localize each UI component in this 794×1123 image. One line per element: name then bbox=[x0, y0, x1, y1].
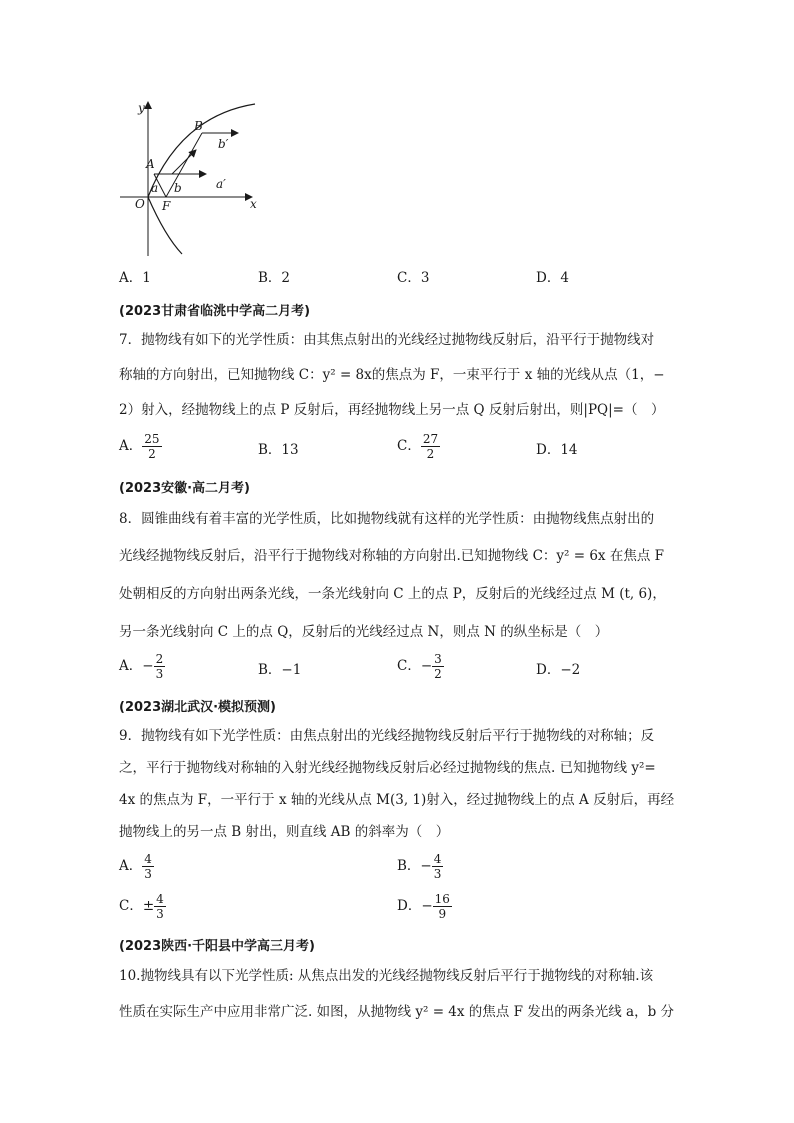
q7-option-a: A． $\frac{25}{2}$ bbox=[119, 432, 160, 461]
q8-option-b: B．−1 bbox=[258, 662, 302, 678]
q10-line-1: 10.抛物线具有以下光学性质: 从焦点出发的光线经抛物线反射后平行于抛物线的对称轴.该 bbox=[119, 968, 654, 984]
q6-option-d: D．4 bbox=[536, 270, 569, 286]
q7-option-c: C． $\frac{27}{2}$ bbox=[397, 432, 439, 461]
q6-option-a: A．1 bbox=[119, 270, 151, 286]
q9-option-c: C．± $\frac{4}{3}$ bbox=[119, 892, 164, 921]
label-O: O bbox=[135, 197, 145, 211]
q9-option-a: A． $\frac{4}{3}$ bbox=[119, 852, 152, 881]
q9-line-1: 9．抛物线有如下光学性质：由焦点射出的光线经抛物线反射后平行于抛物线的对称轴；反 bbox=[119, 728, 655, 744]
q8-source: (2023安徽·高二月考) bbox=[119, 481, 251, 496]
label-x: x bbox=[250, 197, 257, 211]
label-b: b bbox=[174, 181, 182, 195]
ray-b bbox=[166, 133, 202, 197]
label-y: y bbox=[138, 101, 145, 115]
q8-line-3: 处朝相反的方向射出两条光线，一条光线射向 C 上的点 P，反射后的光线经过点 M (t, 6)， bbox=[119, 586, 666, 602]
q10-source: (2023陕西·千阳县中学高三月考) bbox=[119, 939, 316, 954]
q9-line-4: 抛物线上的另一点 B 射出，则直线 AB 的斜率为（ ） bbox=[119, 824, 450, 840]
label-a-prime: a′ bbox=[216, 177, 226, 191]
q8-line-4: 另一条光线射向 C 上的点 Q，反射后的光线经过点 N，则点 N 的纵坐标是（ ） bbox=[119, 624, 609, 640]
label-b-prime: b′ bbox=[218, 137, 229, 151]
q7-source: (2023甘肃省临洮中学高二月考) bbox=[119, 304, 311, 319]
q6-option-c: C．3 bbox=[397, 270, 430, 286]
label-B: B bbox=[194, 119, 203, 133]
q9-option-b: B．− $\frac{4}{3}$ bbox=[397, 852, 442, 881]
q7-option-d: D．14 bbox=[536, 442, 578, 458]
q8-option-a: A．− $\frac{2}{3}$ bbox=[119, 652, 164, 681]
q9-line-2: 之，平行于抛物线对称轴的入射光线经抛物线反射后必经过抛物线的焦点. 已知抛物线 y²= bbox=[119, 760, 656, 776]
q10-line-2: 性质在实际生产中应用非常广泛. 如图，从抛物线 y² = 4x 的焦点 F 发出的两条光线 a，b 分 bbox=[119, 1004, 675, 1020]
q7-line-2: 称轴的方向射出，已知抛物线 C：y² = 8x的焦点为 F，一束平行于 x 轴的光线从点（1，− bbox=[119, 367, 665, 383]
q8-line-2: 光线经抛物线反射后，沿平行于抛物线对称轴的方向射出.已知抛物线 C：y² = 6x 在焦点 F bbox=[119, 548, 664, 564]
q8-option-d: D．−2 bbox=[536, 662, 581, 678]
q7-line-1: 7．抛物线有如下的光学性质：由其焦点射出的光线经过抛物线反射后，沿平行于抛物线对 bbox=[119, 332, 655, 348]
label-F: F bbox=[162, 199, 171, 213]
ray-mid bbox=[172, 150, 196, 174]
q8-line-1: 8．圆锥曲线有着丰富的光学性质，比如抛物线就有这样的光学性质：由抛物线焦点射出的 bbox=[119, 511, 655, 527]
parabola-figure bbox=[120, 96, 270, 260]
q9-source: (2023湖北武汉·模拟预测) bbox=[119, 700, 277, 715]
q9-line-3: 4x 的焦点为 F，一平行于 x 轴的光线从点 M(3, 1)射入，经过抛物线上的点 A 反射后，再经 bbox=[119, 792, 675, 808]
q7-option-b: B．13 bbox=[258, 442, 299, 458]
label-A: A bbox=[146, 157, 155, 171]
q9-option-d: D．− $\frac{16}{9}$ bbox=[397, 892, 450, 921]
q8-option-c: C．− $\frac{3}{2}$ bbox=[397, 652, 442, 681]
label-a: a bbox=[151, 181, 159, 195]
q7-line-3: 2）射入，经抛物线上的点 P 反射后，再经抛物线上另一点 Q 反射后射出，则|PQ|=（ ） bbox=[119, 402, 665, 418]
q6-option-b: B．2 bbox=[258, 270, 291, 286]
